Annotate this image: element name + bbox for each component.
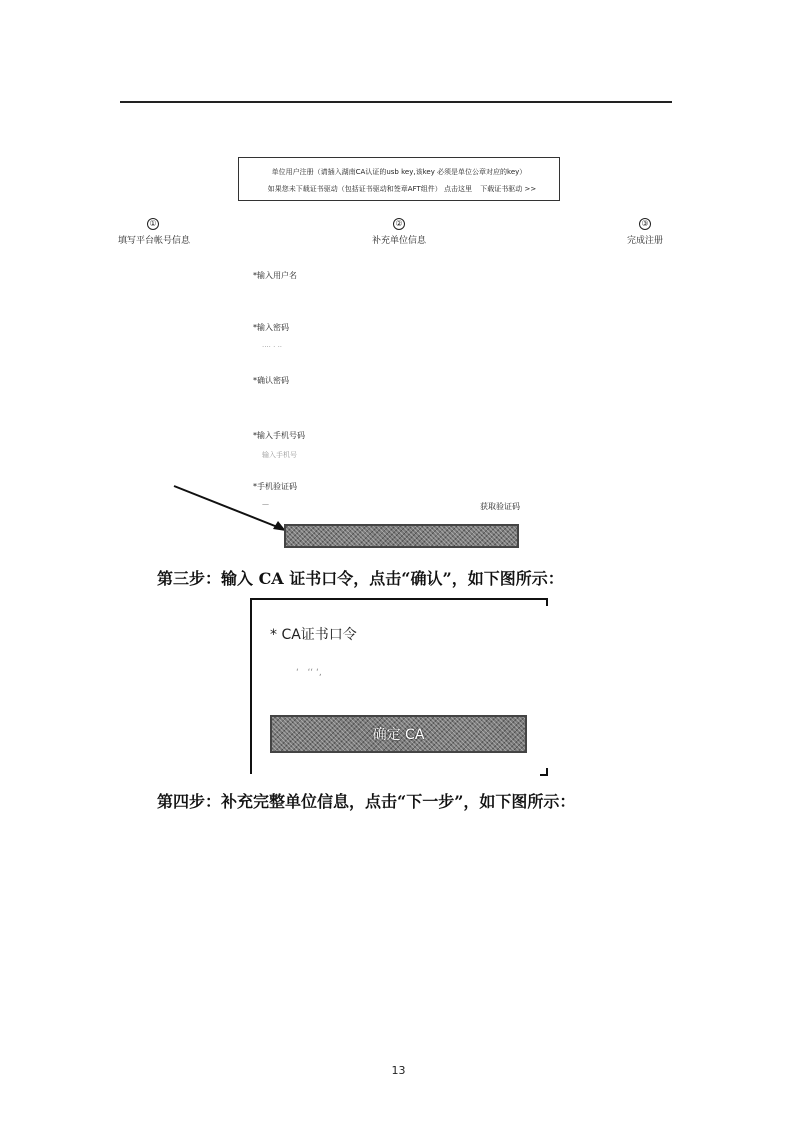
- notice-line-1: 单位用户注册（请插入湖南CA认证的usb key,该key 必须是单位公章对应的key）: [271, 168, 527, 176]
- register-notice: [238, 157, 560, 201]
- pointer-arrow-icon: [170, 480, 295, 540]
- get-code-button[interactable]: 获取验证码: [480, 502, 520, 511]
- step-3: [620, 218, 670, 246]
- step-2-number: ②: [393, 218, 405, 230]
- step3-instruction: 第三步：输入 CA 证书口令，点击“确认”，如下图所示：: [157, 569, 564, 588]
- page-number: 13: [391, 1064, 406, 1077]
- next-step-button[interactable]: [284, 524, 519, 548]
- password-input[interactable]: ···· · ··: [262, 343, 283, 351]
- username-label: *输入用户名: [253, 271, 297, 280]
- phone-input[interactable]: 输入手机号: [262, 451, 297, 459]
- password-label: *输入密码: [253, 323, 289, 332]
- sms-code-label: *手机验证码: [253, 482, 297, 491]
- step-3-label: 完成注册: [626, 236, 663, 246]
- phone-label: *输入手机号码: [253, 431, 305, 440]
- sms-code-input[interactable]: —: [262, 500, 269, 508]
- step-2-label: 补充单位信息: [371, 236, 426, 246]
- confirm-password-label: *确认密码: [253, 376, 289, 385]
- ca-confirm-label: 确定 CA: [372, 727, 425, 743]
- step4-instruction: 第四步：补充完整单位信息，点击“下一步”，如下图所示：: [157, 792, 576, 811]
- download-driver-link[interactable]: 下载证书驱动 >>: [480, 185, 537, 193]
- ca-password-input[interactable]: ‘ ‘‘ ‘,: [296, 668, 322, 678]
- step-3-number: ③: [639, 218, 651, 230]
- step-1: [118, 218, 191, 246]
- step-2: [368, 218, 430, 246]
- step-1-number: ①: [147, 218, 159, 230]
- header-rule: [120, 101, 672, 103]
- step-1-label: 填写平台帐号信息: [118, 236, 191, 246]
- notice-driver-text: 如果您未下载证书驱动（包括证书驱动和签章AFT组件） 点击这里: [267, 185, 472, 193]
- ca-password-label: * CA证书口令: [270, 627, 357, 643]
- ca-confirm-button[interactable]: [270, 715, 527, 753]
- notice-line-2: [239, 184, 559, 194]
